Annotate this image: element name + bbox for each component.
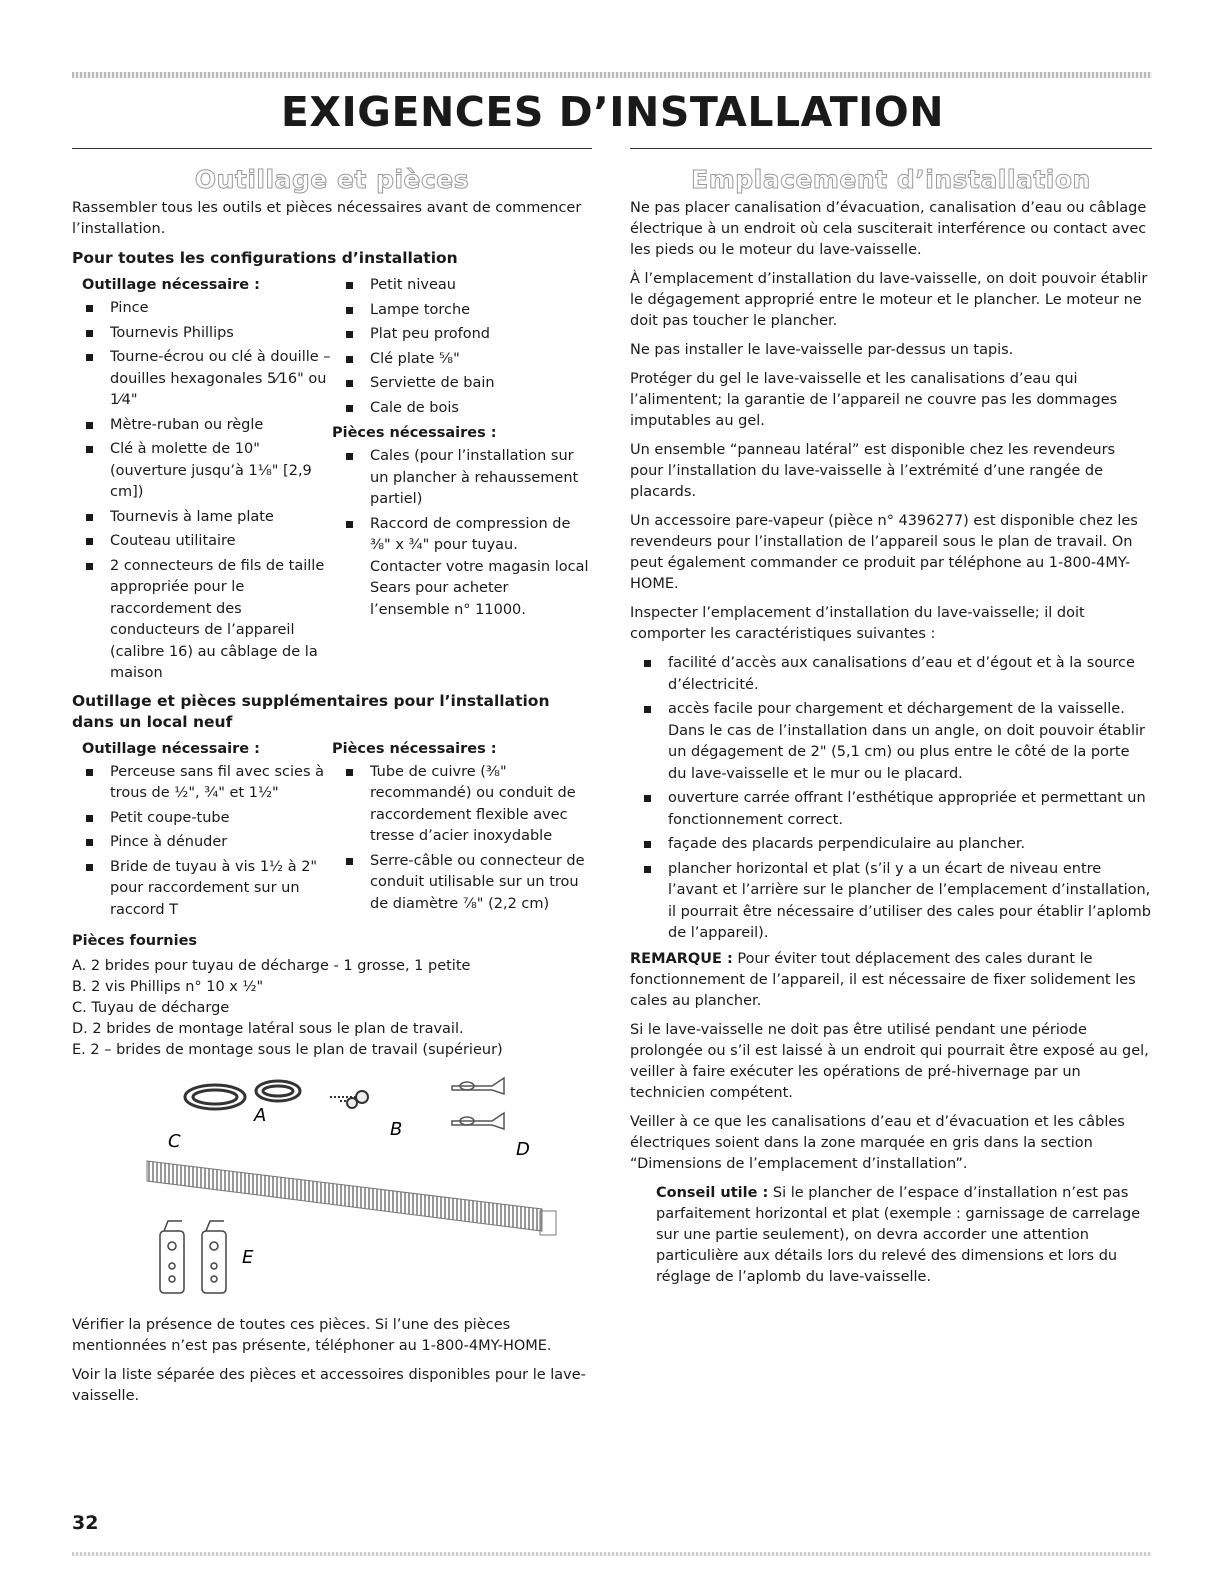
tools-parts-heading: Outillage et pièces [194,165,470,194]
list-item: Plat peu profond [332,324,592,346]
list-item: D. 2 brides de montage latéral sous le plan de travail. [72,1021,464,1037]
list-item: Clé à molette de 10" (ouverture jusqu’à 1⅛" [2,9 cm]) [72,439,332,504]
paragraph: Un ensemble “panneau latéral” est disponible chez les revendeurs pour l’installation du lave-vaisselle à l’extrémité d’une rangée de placards. [630,442,1116,500]
page-number: 32 [72,1512,99,1534]
list-item: C. Tuyau de décharge [72,1000,230,1016]
bottom-decorative-band [72,1552,1152,1556]
tools-heading: Outillage nécessaire : [82,277,260,293]
parts-list-a [332,446,592,621]
paragraph: Un accessoire pare-vapeur (pièce n° 4396277) est disponible chez les revendeurs pour l’installation de l’appareil sous le plan de travail. On peut également commander ce produit par téléphone au 1-800-4MY-HOME. [630,513,1138,592]
list-item: Cale de bois [332,398,592,420]
tools-list-a [72,298,332,685]
list-item: Tournevis à lame plate [72,507,332,529]
parts-heading: Pièces nécessaires : [332,425,497,441]
list-item: plancher horizontal et plat (s’il y a un écart de niveau entre l’avant et l’arrière sur le plancher de l’emplacement d’installation, il pourrait être nécessaire d’utiliser des cales pour établir l’aplomb de l’appareil). [630,859,1152,945]
tip-label: Conseil utile : [656,1184,769,1201]
hose-clamp-a-large [185,1085,245,1109]
side-bracket-d [452,1078,504,1129]
section-rule [72,148,592,149]
list-item: Petit coupe-tube [72,808,332,830]
new-install-heading: Outillage et pièces supplémentaires pour l’installation dans un local neuf [72,691,550,731]
supplied-heading: Pièces fournies [72,933,198,949]
location-heading: Emplacement d’installation [691,165,1091,194]
paragraph: À l’emplacement d’installation du lave-vaisselle, on doit pouvoir établir le dégagement approprié entre le moteur et le plancher. Le moteur ne doit pas toucher le plancher. [630,271,1148,329]
remark-label: REMARQUE : [630,950,733,967]
list-item: B. 2 vis Phillips n° 10 x ½" [72,979,264,995]
figure-label-a: A [254,1105,267,1126]
list-item: A. 2 brides pour tuyau de décharge - 1 grosse, 1 petite [72,958,471,974]
list-item: Couteau utilitaire [72,531,332,553]
list-item: Pince à dénuder [72,832,332,854]
remark-paragraph [630,949,1152,1012]
requirements-list [630,653,1152,945]
paragraph: Ne pas placer canalisation d’évacuation, canalisation d’eau ou câblage électrique à un endroit où cela susciterait interférence ou contact avec les pieds ou le moteur du lave-vaisselle. [630,200,1147,258]
page-title: EXIGENCES D’INSTALLATION [280,88,945,136]
figure-label-e: E [242,1247,254,1268]
list-item: Cales (pour l’installation sur un plancher à rehaussement partiel) [332,446,592,511]
list-item: Lampe torche [332,300,592,322]
figure-label-b: B [390,1119,403,1140]
tip-block [630,1183,1152,1288]
new-install-two-column [72,739,592,926]
winter-paragraph: Si le lave-vaisselle ne doit pas être utilisé pendant une période prolongée ou s’il est laissé à un endroit qui pourrait être exposé au gel, veiller à faire exécuter les opérations de pré-hivernage par un technicien compétent. [630,1021,1149,1101]
list-item: Tournevis Phillips [72,323,332,345]
screw-b [330,1091,368,1108]
paragraph: Protéger du gel le lave-vaisselle et les canalisations d’eau qui l’alimentent; la garantie de l’appareil ne couvre pas les dommages imputables au gel. [630,371,1118,429]
list-item: Serviette de bain [332,373,592,395]
paragraph: Inspecter l’emplacement d’installation du lave-vaisselle; il doit comporter les caractéristiques suivantes : [630,605,1085,642]
tip-text: Si le plancher de l’espace d’installation n’est pas parfaitement horizontal et plat (exemple : garnissage de carrelage sur une partie seulement), on devra accorder une attention particulière aux détails lors du relevé des dimensions et lors du réglage de l’aplomb du lave-vaisselle. [656,1184,1141,1285]
list-item: Raccord de compression de ⅜" x ¾" pour tuyau. Contacter votre magasin local Sears pour acheter l’ensemble n° 11000. [332,514,592,622]
list-item: Petit niveau [332,275,592,297]
list-item: façade des placards perpendiculaire au plancher. [630,834,1152,856]
list-item: facilité d’accès aux canalisations d’eau et d’égout et à la source d’électricité. [630,653,1152,696]
new-parts-list [332,762,592,916]
new-parts-heading: Pièces nécessaires : [332,740,497,757]
see-list-text: Voir la liste séparée des pièces et accessoires disponibles pour le lave-vaisselle. [72,1367,586,1404]
list-item: ouverture carrée offrant l’esthétique appropriée et permettant un fonctionnement correct. [630,788,1152,831]
list-item: Clé plate ⅝" [332,349,592,371]
figure-label-c: C [168,1131,181,1152]
tools-parts-column [72,148,592,1415]
figure-label-d: D [516,1139,530,1160]
all-configs-heading: Pour toutes les configurations d’installation [72,249,458,267]
list-item: E. 2 – brides de montage sous le plan de travail (supérieur) [72,1042,503,1058]
list-item: Mètre-ruban ou règle [72,415,332,437]
list-item: Perceuse sans fil avec scies à trous de ½", ¾" et 1½" [72,762,332,805]
list-item: Bride de tuyau à vis 1½ à 2" pour raccordement sur un raccord T [72,857,332,922]
new-tools-list [72,762,332,922]
installation-location-column [630,148,1152,1296]
tools-two-column [72,275,592,689]
top-decorative-band [72,72,1152,78]
supplied-parts-illustration [72,1061,592,1311]
supplied-parts-list [72,956,592,1061]
drain-hose-c [147,1161,542,1231]
list-item: Serre-câble ou connecteur de conduit utilisable sur un trou de diamètre ⅞" (2,2 cm) [332,851,592,916]
remark-text: Pour éviter tout déplacement des cales durant le fonctionnement de l’appareil, il est nécessaire de fixer solidement les cales au plancher. [630,950,1136,1009]
tools-list-b [332,275,592,419]
section-rule [630,148,1152,149]
top-bracket-e [160,1221,226,1293]
cables-paragraph: Veiller à ce que les canalisations d’eau et d’évacuation et les câbles électriques soient dans la zone marquée en gris dans la section “Dimensions de l’emplacement d’installation”. [630,1113,1125,1172]
tip-paragraph [630,1183,1152,1288]
new-tools-heading: Outillage nécessaire : [82,740,260,757]
hose-clamp-a-small [256,1081,300,1101]
paragraph: Ne pas installer le lave-vaisselle par-dessus un tapis. [630,342,1014,358]
list-item: Tube de cuivre (⅜" recommandé) ou conduit de raccordement flexible avec tresse d’acier inoxydable [332,762,592,848]
intro-text: Rassembler tous les outils et pièces nécessaires avant de commencer l’installation. [72,200,582,237]
list-item: Tourne-écrou ou clé à douille – douilles hexagonales 5⁄16" ou 1⁄4" [72,347,332,412]
list-item: Pince [72,298,332,320]
list-item: accès facile pour chargement et déchargement de la vaisselle. Dans le cas de l’installation dans un angle, on doit pouvoir établir un dégagement de 2" (5,1 cm) ou plus entre le côté de la porte du lave-vaisselle et le mur ou le placard. [630,699,1152,785]
verify-text: Vérifier la présence de toutes ces pièces. Si l’une des pièces mentionnées n’est pas présente, téléphoner au 1-800-4MY-HOME. [72,1317,552,1354]
list-item: 2 connecteurs de fils de taille appropriée pour le raccordement des conducteurs de l’appareil (calibre 16) au câblage de la maison [72,556,332,685]
